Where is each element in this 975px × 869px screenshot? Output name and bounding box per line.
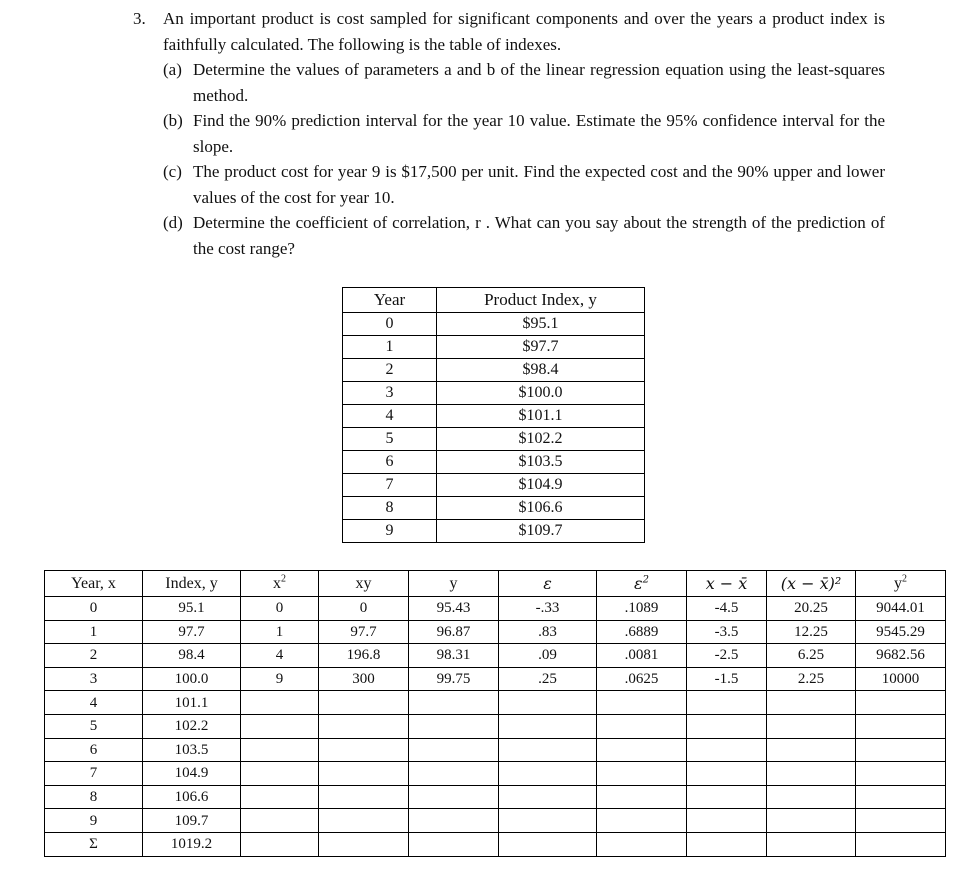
eps-cell: .09 xyxy=(499,644,597,668)
yhat-cell xyxy=(409,691,499,715)
year-cell: 1 xyxy=(45,620,143,644)
part-label: (a) xyxy=(163,60,182,79)
part-b xyxy=(163,108,885,159)
eps-cell xyxy=(499,738,597,762)
y2-cell xyxy=(856,691,946,715)
header-sup: 2 xyxy=(281,573,286,585)
y2-cell xyxy=(856,785,946,809)
xdev-cell: -2.5 xyxy=(687,644,767,668)
year-cell: 5 xyxy=(45,714,143,738)
year-cell: 2 xyxy=(45,644,143,668)
table-row xyxy=(343,405,645,428)
yhat-cell: 95.43 xyxy=(409,597,499,621)
work-table-body xyxy=(45,597,946,857)
work-header-eps: ε xyxy=(499,571,597,597)
yhat-cell: 98.31 xyxy=(409,644,499,668)
eps2-cell: .6889 xyxy=(597,620,687,644)
xdev2-cell: 2.25 xyxy=(767,667,856,691)
index-cell: 106.6 xyxy=(143,785,241,809)
xy-cell: 300 xyxy=(319,667,409,691)
year-cell: 6 xyxy=(45,738,143,762)
work-header-index: Index, y xyxy=(143,571,241,597)
xdev-cell xyxy=(687,832,767,856)
xdev-cell xyxy=(687,762,767,786)
index-cell: 100.0 xyxy=(143,667,241,691)
table-row xyxy=(45,809,946,833)
x2-cell xyxy=(241,738,319,762)
eps2-cell xyxy=(597,738,687,762)
xy-cell: 97.7 xyxy=(319,620,409,644)
eps2-cell xyxy=(597,809,687,833)
header-sup: 2 xyxy=(902,573,907,585)
year-cell: 7 xyxy=(45,762,143,786)
work-table xyxy=(44,570,946,857)
yhat-cell xyxy=(409,832,499,856)
table-row xyxy=(45,714,946,738)
y2-cell: 9545.29 xyxy=(856,620,946,644)
table-row xyxy=(343,359,645,382)
year-cell: 4 xyxy=(343,405,437,428)
index-cell: $109.7 xyxy=(437,520,645,543)
yhat-cell xyxy=(409,714,499,738)
xy-cell xyxy=(319,832,409,856)
xdev-cell xyxy=(687,691,767,715)
y2-cell xyxy=(856,832,946,856)
xdev2-cell xyxy=(767,714,856,738)
yhat-cell xyxy=(409,785,499,809)
xdev2-cell xyxy=(767,738,856,762)
part-text: Determine the values of parameters a and b of the linear regression equation using the least-squares method. xyxy=(193,60,885,105)
year-cell: 7 xyxy=(343,474,437,497)
xy-cell xyxy=(319,738,409,762)
x2-cell: 4 xyxy=(241,644,319,668)
part-text: Find the 90% prediction interval for the year 10 value. Estimate the 95% confidence interval for the slope. xyxy=(193,111,885,156)
index-cell: $100.0 xyxy=(437,382,645,405)
part-label: (d) xyxy=(163,213,183,232)
table-row xyxy=(45,785,946,809)
yhat-cell: 96.87 xyxy=(409,620,499,644)
xdev-cell: -3.5 xyxy=(687,620,767,644)
table-row xyxy=(45,832,946,856)
yhat-cell xyxy=(409,738,499,762)
index-cell: 101.1 xyxy=(143,691,241,715)
work-header-eps2 xyxy=(597,571,687,597)
header-base: ε xyxy=(634,574,643,593)
xdev-cell xyxy=(687,785,767,809)
index-cell: $97.7 xyxy=(437,336,645,359)
y2-cell: 9682.56 xyxy=(856,644,946,668)
index-cell: 104.9 xyxy=(143,762,241,786)
table-row xyxy=(343,474,645,497)
eps-cell xyxy=(499,762,597,786)
header-base: y xyxy=(894,575,902,592)
part-a xyxy=(163,57,885,108)
part-text: Determine the coefficient of correlation, r . What can you say about the strength of the prediction of the cost range? xyxy=(193,213,885,258)
index-cell: $106.6 xyxy=(437,497,645,520)
y2-cell xyxy=(856,762,946,786)
index-cell: 1019.2 xyxy=(143,832,241,856)
y2-cell xyxy=(856,809,946,833)
table-row xyxy=(343,520,645,543)
xdev2-cell: 12.25 xyxy=(767,620,856,644)
header-sup: 2 xyxy=(642,574,649,586)
table-row xyxy=(343,382,645,405)
problem-parts xyxy=(163,57,885,261)
work-header-x2 xyxy=(241,571,319,597)
eps-cell: -.33 xyxy=(499,597,597,621)
table-row xyxy=(45,738,946,762)
table-row xyxy=(45,762,946,786)
y2-cell: 10000 xyxy=(856,667,946,691)
table-row xyxy=(45,667,946,691)
eps2-cell xyxy=(597,691,687,715)
work-header-year: Year, x xyxy=(45,571,143,597)
eps-cell: .83 xyxy=(499,620,597,644)
eps-cell xyxy=(499,714,597,738)
index-cell: $103.5 xyxy=(437,451,645,474)
xy-cell xyxy=(319,809,409,833)
eps-cell xyxy=(499,809,597,833)
year-cell: 2 xyxy=(343,359,437,382)
x2-cell: 0 xyxy=(241,597,319,621)
index-cell: 95.1 xyxy=(143,597,241,621)
eps2-cell xyxy=(597,785,687,809)
year-cell: 8 xyxy=(343,497,437,520)
part-label: (c) xyxy=(163,162,182,181)
index-table xyxy=(342,287,645,543)
table-row xyxy=(45,620,946,644)
index-cell: $98.4 xyxy=(437,359,645,382)
work-header-xdev: x − x̄ xyxy=(687,571,767,597)
table-row xyxy=(343,497,645,520)
eps2-cell: .0081 xyxy=(597,644,687,668)
eps2-cell xyxy=(597,762,687,786)
y2-cell: 9044.01 xyxy=(856,597,946,621)
xy-cell xyxy=(319,691,409,715)
xdev-cell xyxy=(687,738,767,762)
eps-cell xyxy=(499,832,597,856)
xdev2-cell xyxy=(767,762,856,786)
eps2-cell xyxy=(597,832,687,856)
index-cell: 97.7 xyxy=(143,620,241,644)
x2-cell xyxy=(241,809,319,833)
work-header-y2 xyxy=(856,571,946,597)
xdev-cell xyxy=(687,714,767,738)
year-cell: 4 xyxy=(45,691,143,715)
year-cell: 9 xyxy=(343,520,437,543)
yhat-cell xyxy=(409,809,499,833)
header-base: x xyxy=(273,575,281,592)
eps-cell xyxy=(499,785,597,809)
yhat-cell xyxy=(409,762,499,786)
index-cell: 109.7 xyxy=(143,809,241,833)
work-header-xy: xy xyxy=(319,571,409,597)
xdev-cell xyxy=(687,809,767,833)
xdev2-cell xyxy=(767,785,856,809)
year-cell: 3 xyxy=(45,667,143,691)
year-cell: 8 xyxy=(45,785,143,809)
yhat-cell: 99.75 xyxy=(409,667,499,691)
index-cell: 102.2 xyxy=(143,714,241,738)
x2-cell xyxy=(241,762,319,786)
x2-cell: 1 xyxy=(241,620,319,644)
index-cell: 98.4 xyxy=(143,644,241,668)
xy-cell xyxy=(319,785,409,809)
eps2-cell: .1089 xyxy=(597,597,687,621)
xdev2-cell xyxy=(767,809,856,833)
problem-intro: An important product is cost sampled for significant components and over the years a product index is faithfully calculated. The following is the table of indexes. xyxy=(163,9,885,54)
xdev-cell: -1.5 xyxy=(687,667,767,691)
year-cell: 9 xyxy=(45,809,143,833)
index-cell: $104.9 xyxy=(437,474,645,497)
y2-cell xyxy=(856,714,946,738)
xy-cell xyxy=(319,762,409,786)
table-row xyxy=(45,597,946,621)
xdev2-cell: 6.25 xyxy=(767,644,856,668)
index-cell: 103.5 xyxy=(143,738,241,762)
x2-cell xyxy=(241,714,319,738)
xy-cell: 0 xyxy=(319,597,409,621)
part-d xyxy=(163,210,885,261)
xy-cell: 196.8 xyxy=(319,644,409,668)
table-row xyxy=(343,313,645,336)
table-row xyxy=(45,644,946,668)
part-label: (b) xyxy=(163,111,183,130)
xdev2-cell xyxy=(767,832,856,856)
work-header-xdev2: (x − x̄)² xyxy=(767,571,856,597)
year-cell: 6 xyxy=(343,451,437,474)
eps2-cell: .0625 xyxy=(597,667,687,691)
table-row xyxy=(343,336,645,359)
eps-cell xyxy=(499,691,597,715)
year-cell: 0 xyxy=(45,597,143,621)
year-cell: 5 xyxy=(343,428,437,451)
xdev-cell: -4.5 xyxy=(687,597,767,621)
y2-cell xyxy=(856,738,946,762)
table-row xyxy=(343,451,645,474)
xdev2-cell xyxy=(767,691,856,715)
problem-number: 3. xyxy=(133,9,146,28)
problem-3 xyxy=(133,6,885,261)
xdev2-cell: 20.25 xyxy=(767,597,856,621)
x2-cell xyxy=(241,832,319,856)
work-header-yhat: y xyxy=(409,571,499,597)
index-table-header-year: Year xyxy=(343,288,437,313)
x2-cell xyxy=(241,691,319,715)
part-text: The product cost for year 9 is $17,500 per unit. Find the expected cost and the 90% upper and lower values of the cost for year 10. xyxy=(193,162,885,207)
index-table-body xyxy=(343,313,645,543)
x2-cell xyxy=(241,785,319,809)
eps2-cell xyxy=(597,714,687,738)
year-cell: 1 xyxy=(343,336,437,359)
index-table-header-index: Product Index, y xyxy=(437,288,645,313)
table-row xyxy=(45,691,946,715)
xy-cell xyxy=(319,714,409,738)
year-cell: 0 xyxy=(343,313,437,336)
part-c xyxy=(163,159,885,210)
index-cell: $102.2 xyxy=(437,428,645,451)
year-cell: Σ xyxy=(45,832,143,856)
year-cell: 3 xyxy=(343,382,437,405)
table-row xyxy=(343,428,645,451)
eps-cell: .25 xyxy=(499,667,597,691)
index-cell: $101.1 xyxy=(437,405,645,428)
index-cell: $95.1 xyxy=(437,313,645,336)
x2-cell: 9 xyxy=(241,667,319,691)
